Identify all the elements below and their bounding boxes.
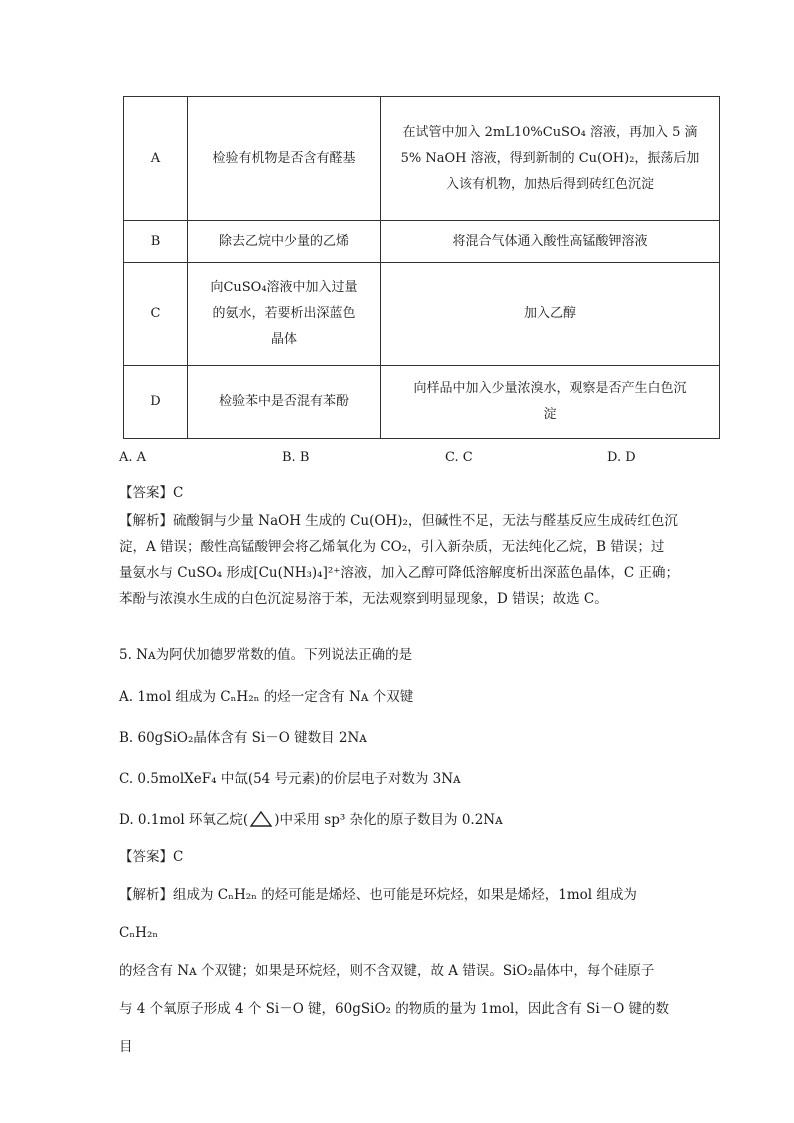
operation-line: 入该有机物，加热后得到砖红色沉淀: [445, 176, 654, 192]
option-cell: C: [124, 263, 188, 366]
q5-analysis: [119, 876, 679, 1066]
q4-answer: 【答案】C: [119, 485, 184, 501]
q4-choices: [119, 450, 679, 468]
table-row: [124, 366, 720, 439]
q5-option-c: C. 0.5molXeF₄ 中氙(54 号元素)的价层电子对数为 3Nᴀ: [119, 771, 461, 787]
experiment-table: [123, 96, 720, 439]
choice-c: C. C: [445, 450, 473, 465]
analysis-line: 苯酚与浓溴水生成的白色沉淀易溶于苯，无法观察到明显现象，D 错误；故选 C。: [119, 591, 608, 607]
choice-a: A. A: [119, 450, 147, 465]
table-row: [124, 263, 720, 366]
q5-option-a: A. 1mol 组成为 CₙH₂ₙ 的烃一定含有 Nᴀ 个双键: [119, 689, 414, 705]
operation-line: 在试管中加入 2mL10%CuSO₄ 溶液，再加入 5 滴: [402, 124, 698, 140]
operation-cell: [381, 366, 720, 439]
purpose-cell: 除去乙烷中少量的乙烯: [188, 221, 381, 263]
operation-cell: [381, 221, 720, 263]
choice-b: B. B: [282, 450, 310, 465]
table-row: [124, 97, 720, 221]
q5-answer: 【答案】C: [119, 849, 184, 865]
q5-option-b: B. 60gSiO₂晶体含有 Si－O 键数目 2Nᴀ: [119, 730, 367, 746]
q5-stem: 5. Nᴀ为阿伏加德罗常数的值。下列说法正确的是: [119, 647, 413, 663]
option-cell: D: [124, 366, 188, 439]
operation-line: 5% NaOH 溶液，得到新制的 Cu(OH)₂，振荡后加: [400, 150, 700, 166]
purpose-line: 的氨水，若要析出深蓝色: [212, 306, 356, 321]
operation-line: 加入乙醇: [523, 306, 576, 321]
operation-cell: [381, 97, 720, 221]
analysis-line: 量氨水与 CuSO₄ 形成[Cu(NH₃)₄]²⁺溶液，加入乙醇可降低溶解度析出深蓝色晶体，C 正确；: [119, 565, 679, 581]
choice-d: D. D: [607, 450, 636, 465]
option-cell: A: [124, 97, 188, 221]
q4-analysis: [119, 508, 679, 612]
operation-line: 将混合气体通入酸性高锰酸钾溶液: [452, 233, 648, 249]
analysis-line: 与 4 个氧原子形成 4 个 Si－O 键，60gSiO₂ 的物质的量为 1mol，因此含有 Si－O 键的数目: [119, 1001, 670, 1055]
table-row: [124, 221, 720, 263]
analysis-line: 的烃含有 Nᴀ 个双键；如果是环烷烃，则不含双键，故 A 错误。SiO₂晶体中，每个硅原子: [119, 963, 655, 979]
purpose-line: 向CuSO₄溶液中加入过量: [210, 280, 358, 295]
purpose-cell: [188, 263, 381, 366]
q5-option-d: [119, 808, 503, 828]
analysis-line: 淀，A 错误；酸性高锰酸钾会将乙烯氧化为 CO₂，引入新杂质，无法纯化乙烷，B 错误；过: [119, 539, 665, 555]
operation-line: 淀: [543, 407, 557, 422]
purpose-cell: 检验苯中是否混有苯酚: [188, 366, 381, 439]
option-d-text-before: D. 0.1mol 环氧乙烷(: [119, 812, 249, 828]
analysis-line: 【解析】组成为 CₙH₂ₙ 的烃可能是烯烃、也可能是环烷烃，如果是烯烃，1mol 组成为 CₙH₂ₙ: [119, 887, 637, 941]
epoxide-ring-icon: [248, 810, 274, 828]
option-cell: B: [124, 221, 188, 263]
operation-line: 向样品中加入少量浓溴水，观察是否产生白色沉: [413, 381, 687, 396]
purpose-cell: 检验有机物是否含有醛基: [188, 97, 381, 221]
option-d-text-after: )中采用 sp³ 杂化的原子数目为 0.2Nᴀ: [274, 812, 503, 828]
purpose-line: 晶体: [270, 332, 297, 347]
operation-cell: [381, 263, 720, 366]
analysis-line: 【解析】硫酸铜与少量 NaOH 生成的 Cu(OH)₂，但碱性不足，无法与醛基反应生成砖红色沉: [119, 513, 678, 529]
